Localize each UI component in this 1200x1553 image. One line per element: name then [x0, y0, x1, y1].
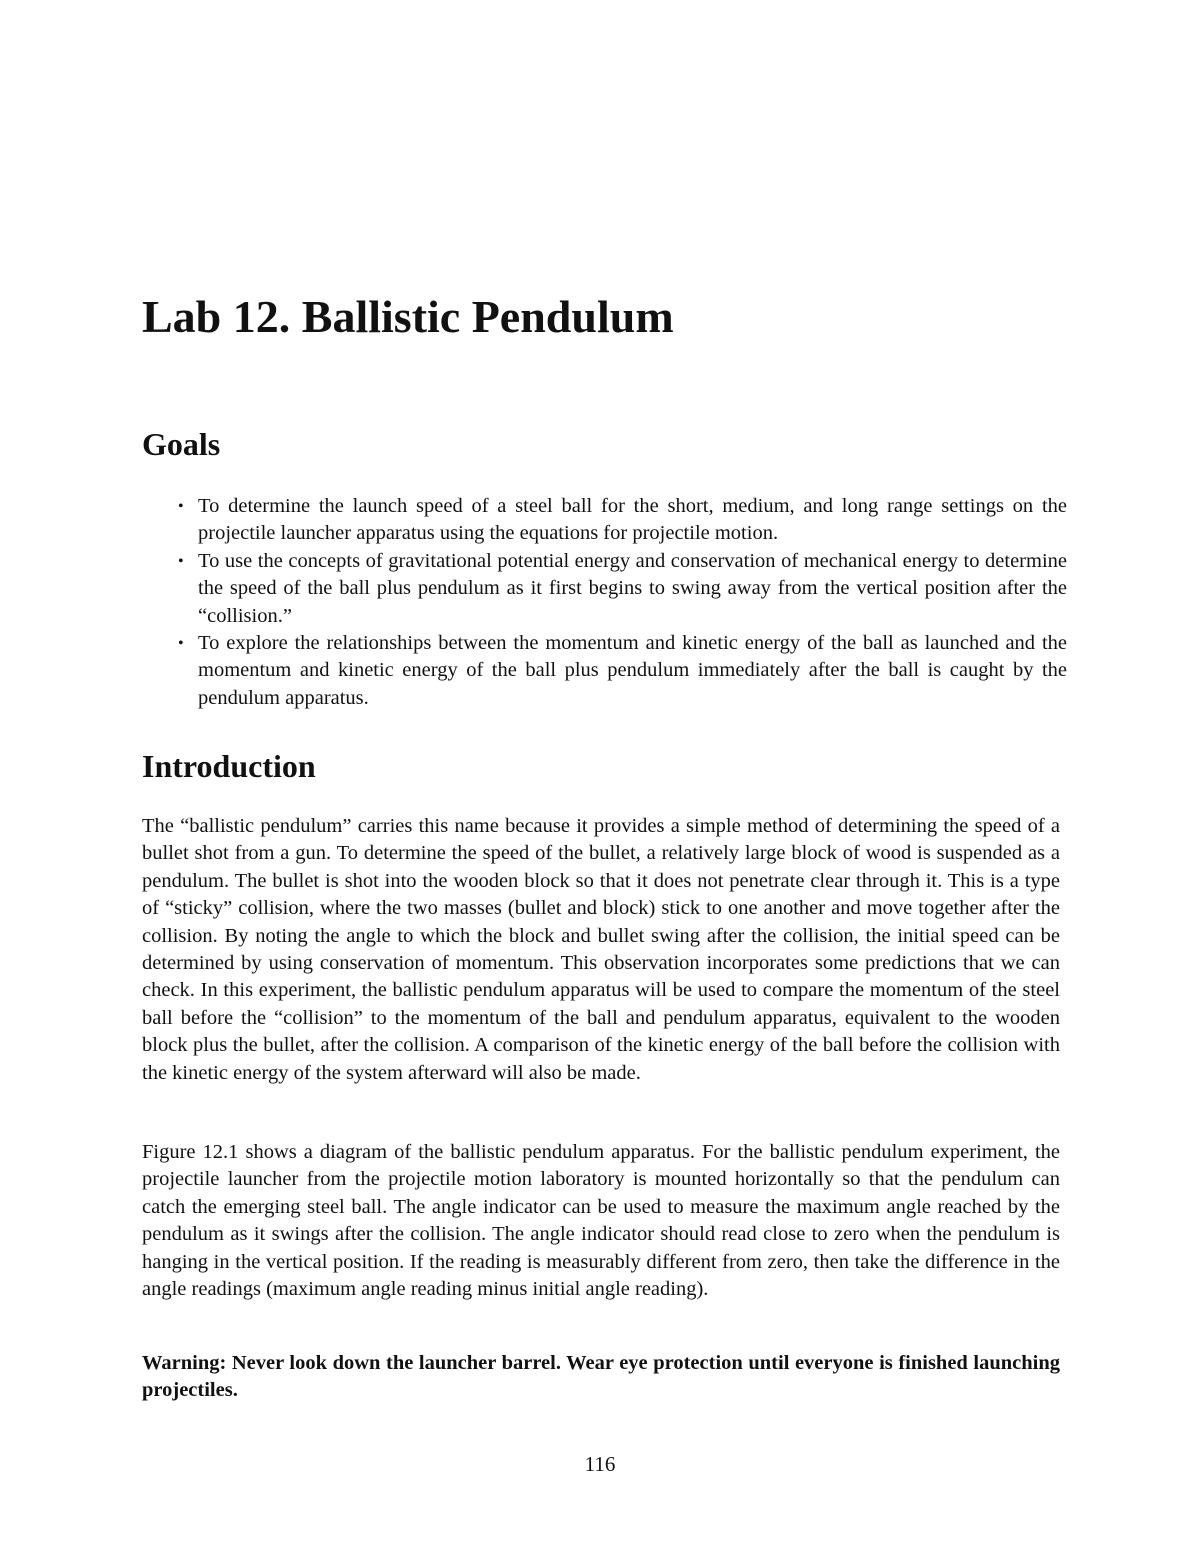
bullet-icon: • [178, 552, 184, 570]
introduction-paragraph: The “ballistic pendulum” carries this name because it provides a simple method of determining the speed of a bullet shot from a gun. To determine the speed of the bullet, a relatively large block of wood is suspended as a pendulum. The bullet is shot into the wooden block so that it does not penetrate clear through it. This is a type of “sticky” collision, where the two masses (bullet and block) stick to one another and move together after the collision. By noting the angle to which the block and bullet swing after the collision, the initial speed can be determined by using conservation of momentum. This observation incorporates some predictions that we can check. In this experiment, the ballistic pendulum apparatus will be used to compare the momentum of the steel ball before the “collision” to the momentum of the ball and pendulum apparatus, equivalent to the wooden block plus the bullet, after the collision. A comparison of the kinetic energy of the ball before the collision with the kinetic energy of the system afterward will also be made. [142, 815, 1060, 1084]
warning-text: Warning: Never look down the launcher barrel. Wear eye protection until everyone is finished launching projectiles. [142, 1352, 1060, 1402]
goals-heading: Goals [142, 426, 221, 462]
bullet-icon: • [178, 635, 184, 653]
goal-item [175, 630, 1067, 712]
page-number: 116 [584, 1452, 616, 1476]
goals-list [175, 493, 1067, 712]
goal-item-text: To use the concepts of gravitational potential energy and conservation of mechanical energy to determine the speed of the ball plus pendulum as it first begins to swing away from the vertical position after the “collision.” [198, 549, 1067, 627]
goal-item-text: To determine the launch speed of a steel ball for the short, medium, and long range settings on the projectile launcher apparatus using the equations for projectile motion. [198, 495, 1067, 545]
goal-item [175, 493, 1067, 548]
goal-item-text: To explore the relationships between the momentum and kinetic energy of the ball as launched and the momentum and kinetic energy of the ball plus pendulum immediately after the ball is caught by the pendulum apparatus. [198, 632, 1067, 709]
goal-item [175, 548, 1067, 630]
bullet-icon: • [178, 498, 184, 515]
chapter-title: Lab 12. Ballistic Pendulum [142, 291, 674, 342]
introduction-paragraph: Figure 12.1 shows a diagram of the ballistic pendulum apparatus. For the ballistic pendulum experiment, the projectile launcher from the projectile motion laboratory is mounted horizontally so that the pendulum can catch the emerging steel ball. The angle indicator can be used to measure the maximum angle reached by the pendulum as it swings after the collision. The angle indicator should read close to zero when the pendulum is hanging in the vertical position. If the reading is measurably different from zero, then take the difference in the angle readings (maximum angle reading minus initial angle reading). [142, 1141, 1060, 1301]
introduction-heading: Introduction [142, 748, 316, 784]
